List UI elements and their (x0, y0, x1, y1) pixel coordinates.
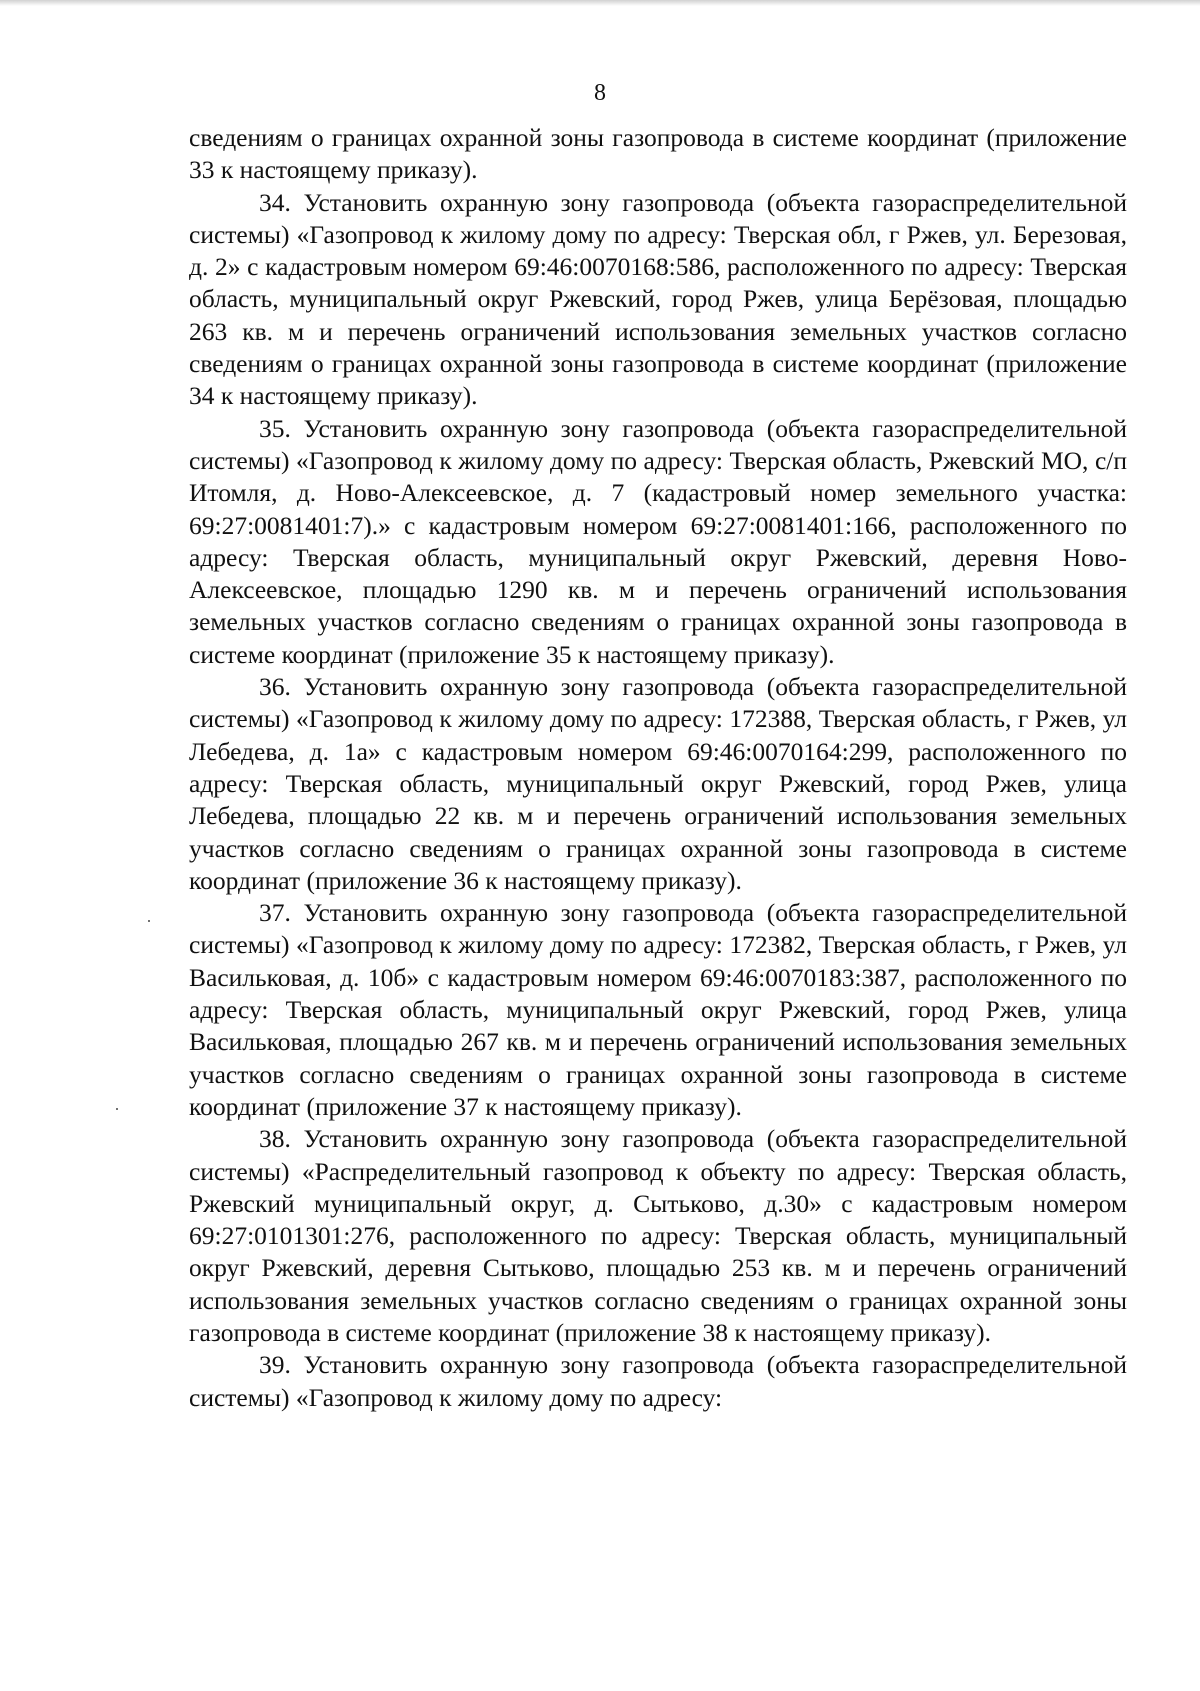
page-number: 8 (594, 80, 606, 106)
paragraph-item-39: 39. Установить охранную зону газопровода (объекта газораспределительной системы) «Газопровод к жилому дому по адресу: (189, 1350, 1127, 1412)
scan-top-edge (0, 0, 1200, 6)
paragraph-item-34: 34. Установить охранную зону газопровода (объекта газораспределительной системы) «Газопровод к жилому дому по адресу: Тверская обл, г Ржев, ул. Березовая, д. 2» с кадастровым номером 69:46:0070168:586, расположенного по адресу: Тверская область, муниципальный округ Ржевский, город Ржев, улица Берёзовая, площадью 263 кв. м и перечень ограничений использования земельных участков согласно сведениям о границах охранной зоны газопровода в системе координат (приложение 34 к настоящему приказу). (189, 187, 1127, 411)
scan-speck (116, 1108, 118, 1110)
paragraph-item-37: 37. Установить охранную зону газопровода (объекта газораспределительной системы) «Газопровод к жилому дому по адресу: 172382, Тверская область, г Ржев, ул Васильковая, д. 10б» с кадастровым номером 69:46:0070183:387, расположенного по адресу: Тверская область, муниципальный округ Ржевский, город Ржев, улица Васильковая, площадью 267 кв. м и перечень ограничений использования земельных участков согласно сведениям о границах охранной зоны газопровода в системе координат (приложение 37 к настоящему приказу). (189, 898, 1127, 1121)
paragraph-item-36: 36. Установить охранную зону газопровода (объекта газораспределительной системы) «Газопровод к жилому дому по адресу: 172388, Тверская область, г Ржев, ул Лебедева, д. 1а» с кадастровым номером 69:46:0070164:299, расположенного по адресу: Тверская область, муниципальный округ Ржевский, город Ржев, улица Лебедева, площадью 22 кв. м и перечень ограничений использования земельных участков согласно сведениям о границах охранной зоны газопровода в системе координат (приложение 36 к настоящему приказу). (189, 672, 1127, 895)
paragraph-item-35: 35. Установить охранную зону газопровода (объекта газораспределительной системы) «Газопровод к жилому дому по адресу: Тверская область, Ржевский МО, с/п Итомля, д. Ново-Алексеевское, д. 7 (кадастровый номер земельного участка: 69:27:0081401:7).» с кадастровым номером 69:27:0081401:166, расположенного по адресу: Тверская область, муниципальный округ Ржевский, деревня Ново-Алексеевское, площадью 1290 кв. м и перечень ограничений использования земельных участков согласно сведениям о границах охранной зоны газопровода в системе координат (приложение 35 к настоящему приказу). (189, 413, 1127, 669)
paragraph-continuation-33: сведениям о границах охранной зоны газопровода в системе координат (приложение 33 к настоящему приказу). (189, 123, 1127, 185)
paragraph-item-38: 38. Установить охранную зону газопровода (объекта газораспределительной системы) «Распределительный газопровод к объекту по адресу: Тверская область, Ржевский муниципальный округ, д. Сытьково, д.30» с кадастровым номером 69:27:0101301:276, расположенного по адресу: Тверская область, муниципальный округ Ржевский, деревня Сытьково, площадью 253 кв. м и перечень ограничений использования земельных участков согласно сведениям о границах охранной зоны газопровода в системе координат (приложение 38 к настоящему приказу). (189, 1124, 1127, 1347)
scan-speck (148, 920, 150, 922)
document-body (189, 122, 1127, 1414)
